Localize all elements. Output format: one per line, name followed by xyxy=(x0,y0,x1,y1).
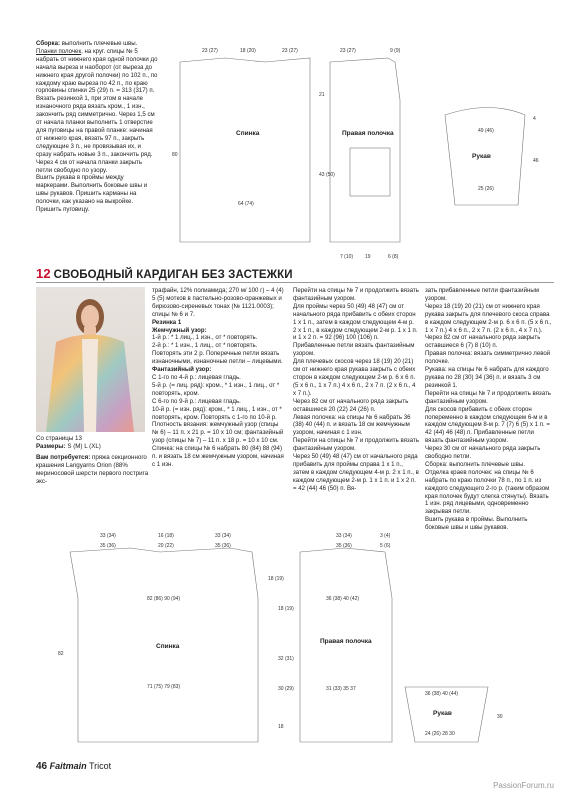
dim: 36 (38) 40 (42) xyxy=(326,596,360,602)
dim: 71 (75) 79 (83) xyxy=(147,684,181,690)
para: Вшить рукава в проймы между маркерами. Выполнить боковые швы и швы рукавов. Пришить карманы на полочки, как указано на выкройке. Пришить пуговицу. xyxy=(36,174,148,214)
dim: 7 (10) xyxy=(340,254,354,260)
para: 5-й р. (= лиц. ряд): кром., * 1 изн., 1 лиц., от * повторять, кром. xyxy=(152,381,280,397)
para: Левая полочка: на спицы № 6 набрать 36 (38) 40 (44) п. и вязать 18 см жемчужным узором, начиная с 1 изн. xyxy=(293,413,411,437)
front-label: Правая полочка xyxy=(320,638,372,645)
para: Сборка: выполнить плечевые швы. xyxy=(36,40,138,47)
para: Резинка 1 xyxy=(152,318,182,326)
dim: 32 (31) xyxy=(278,656,294,662)
para: Для проймы через 50 (49) 48 (47) см от начального ряда прибавить с обеих сторон 1 x 1 п., затем в каждом следующем 4-м р. 2 x 1 п., в каждом следующем 2-м р. 1 x 1 п. и 1 x 2 п. = 92 (96) 100 (106) п. Прибавленные петли вязать фантазийным узором. xyxy=(293,302,418,358)
dim: 64 (74) xyxy=(238,201,254,207)
dim: 21 xyxy=(319,92,325,98)
dim: 23 (27) xyxy=(340,48,356,54)
sleeve-label: Рукав xyxy=(472,153,491,160)
dim: 9 (9) xyxy=(390,48,401,54)
dim: 6 (8) xyxy=(388,254,399,260)
para: Вшить рукава в проймы. Выполнить боковые швы и швы рукавов. xyxy=(425,516,528,532)
para: Отделка краев полочек: на спицы № 6 набрать по краю полочки 78 п., по 1 п. из каждого следующего 2-го р. (таким образом края полочек будут слегка стянуты). Вязать 1 изн. ряд лицевыми, одновременно закрывая петли. xyxy=(425,468,550,516)
para: 1-й р.: * 1 лиц., 1 изн., от * повторять. xyxy=(152,334,258,342)
dim: 23 (27) xyxy=(202,48,218,54)
dim: 49 (46) xyxy=(478,128,494,134)
col-3 xyxy=(293,287,419,493)
dim: 35 (36) xyxy=(336,543,352,549)
caption-line: Со страницы 13 xyxy=(36,435,82,442)
para: 10-й р. (= изн. ряд): кром., * 1 лиц., 1 изн., от * повторять, кром. Повторять с 1-го по 10-й р. xyxy=(152,405,282,421)
para: Через 30 см от начального ряда закрыть свободно петли. xyxy=(425,445,541,461)
materials-line: Вам потребуется: пряжа секционного крашения Langyarns Orion (88% мериносовой шерсти первого пострига экс- xyxy=(36,454,149,485)
para: Плотность вязания: жемчужный узор (спицы № 6) – 11 п. x 21 р. = 10 x 10 см; фантазийный узор (спицы № 7) – 11 п. x 18 р. = 10 x 10 см. xyxy=(152,421,284,445)
front-label: Правая полочка xyxy=(342,130,394,137)
para: Спинка: на спицы № 6 набрать 80 (84) 88 (94) п. и вязать 18 см жемчужным узором, начиная с 1 изн. xyxy=(152,445,284,468)
para: Через 82 см от начального ряда закрыть оставшиеся 20 (22) 24 (26) п. xyxy=(293,397,409,413)
col-2 xyxy=(152,287,284,469)
dim: 18 (20) xyxy=(240,48,256,54)
caption xyxy=(36,435,151,486)
dim: 18 (19) xyxy=(268,576,284,582)
dim: 43 (50) xyxy=(319,172,335,178)
para: Через 82 см от начального ряда закрыть оставшиеся 6 (7) 8 (10) п. xyxy=(425,334,541,350)
dim: 46 xyxy=(533,158,539,164)
sizes-line: Размеры: S (M) L (XL) xyxy=(36,443,101,450)
col-4 xyxy=(425,287,553,532)
para: С 1-го по 4-й р.: лицевая гладь. xyxy=(152,373,241,381)
dim: 30 (29) xyxy=(278,686,294,692)
dim: 33 (34) xyxy=(215,533,231,539)
dim: 25 (26) xyxy=(478,186,494,192)
dim: 18 xyxy=(278,724,284,730)
para: 2-й р.: * 1 изн., 1 лиц., от * повторять. Повторять эти 2 р. Поперечные петли вязать изнаночными, изнаночные петли – лицевыми. xyxy=(152,342,283,366)
page-folio: 46 Faitmain Tricot xyxy=(36,761,112,772)
para: Сборка: выполнить плечевые швы. xyxy=(425,460,525,468)
model-photo xyxy=(36,287,145,432)
para: зать прибавленные петли фантазийным узором. xyxy=(425,287,539,302)
para: Фантазийный узор: xyxy=(152,366,212,374)
dim: 82 xyxy=(58,651,64,657)
para: Рукава: на спицы № 6 набрать для каждого рукава по 28 (30) 34 (36) п. и вязать 3 см резинкой 1. xyxy=(425,366,549,389)
dim: 82 (86) 90 (94) xyxy=(147,596,181,602)
para: Перейти на спицы № 7 и продолжить вязать фантазийным узором. xyxy=(293,437,419,453)
para: Через 4 см от начала планки закрыть петли свободно по узору. xyxy=(36,158,143,174)
para: Через 18 (19) 20 (21) см от нижнего края рукава закрыть для плечевого скоса справа в каждом следующем 2-м р. 6 x 6 п. (5 x 6 п., 1 x 7 п.) 4 x 6 п., 2 x 7 п. (2 x 6 п., 4 x 7 п.). xyxy=(425,302,552,334)
sleeve-label: Рукав xyxy=(433,710,452,717)
para: С 6-го по 9-й р.: лицевая гладь. xyxy=(152,397,241,405)
section-title: 12 СВОБОДНЫЙ КАРДИГАН БЕЗ ЗАСТЕЖКИ xyxy=(36,266,293,281)
dim: 31 (33) 35 37 xyxy=(326,686,356,692)
dim: 36 (38) 40 (44) xyxy=(425,691,459,697)
para: Перейти на спицы № 7 и продолжить вязать фантазийным узором. xyxy=(425,389,551,405)
para: Жемчужный узор: xyxy=(152,326,207,334)
title-rule xyxy=(36,282,554,283)
dim: 35 (36) xyxy=(215,543,231,549)
para: Для скосов прибавить с обеих сторон попеременно в каждом следующем 6-м и в каждом следующем 8-м р. 7 (7) 6 (5) x 1 п. = 42 (44) 46 (48) п. Прибавленные петли вязать фантазийным узором. xyxy=(425,405,550,445)
para: Перейти на спицы № 7 и продолжить вязать фантазийным узором. xyxy=(293,287,419,302)
assembly-text-top xyxy=(36,40,158,214)
dim: 30 xyxy=(497,714,503,720)
dim: 3 (4) xyxy=(380,533,391,539)
dim: 4 xyxy=(533,116,536,122)
dim: 16 (18) xyxy=(158,533,174,539)
dim: 35 (36) xyxy=(100,543,116,549)
back-label: Спинка xyxy=(156,643,180,650)
dim: 23 (27) xyxy=(282,48,298,54)
dim: 20 (22) xyxy=(158,543,174,549)
para: Планки полочек, на круг. спицы № 5 набрать от нижнего края одной полочки до начала выреза и наоборот (от выреза до нижнего края другой полочки) по 102 п., по каждому краю выреза по 42 п., по краю горловины спинки 25 (29) п. = 313 (317) п. xyxy=(36,47,158,95)
dim: 18 (19) xyxy=(278,606,294,612)
dim: 33 (34) xyxy=(336,533,352,539)
watermark: PassionForum.ru xyxy=(493,781,554,790)
para: Через 50 (49) 48 (47) см от начального ряда прибавить для проймы справа 1 x 1 п., затем в каждом следующем 4-м р. 2 x 1 п., в каждом следующем 2-м р. 1 x 1 п. и 1 x 2 п. = 42 (44) 46 (50) п. Вя- xyxy=(293,453,419,492)
dim: 19 xyxy=(365,254,371,260)
dim: 24 (26) 28 30 xyxy=(425,731,455,737)
dim: 33 (34) xyxy=(100,533,116,539)
para: Правая полочка: вязать симметрично левой полочке. xyxy=(425,350,551,366)
dim: 80 xyxy=(172,152,178,158)
dim: 5 (6) xyxy=(380,543,391,549)
para: Для плечевых скосов через 18 (19) 20 (21) см от нижнего края рукава закрыть с обеих сторон в каждом следующем 2-м р. 6 x 6 п. (5 x 6 п., 1 x 7 п.) 4 x 6 п., 2 x 7 п. (2 x 6 п., 4 x 7 п.). xyxy=(293,358,416,397)
para: Вязать резинкой 1, при этом в начале изнаночного ряда вязать кром., 1 изн., закончить ряд симметрично. Через 1,5 см от начала планки выполнить 1 отверстие для пуговицы на правой планке: начиная от нижнего края, вязать 97 п., закрыть следующие 3 п., не провязывая их, и сразу набрать новые 3 п., закончить ряд. xyxy=(36,95,155,158)
back-label: Спинка xyxy=(236,130,260,137)
para: трафайн, 12% полиамида; 270 м/ 100 г) – 4 (4) 5 (5) мотков в пастельно-розово-оранжевых и бирюзово-сиреневых тонах (№ 1121.0003); спицы № 6 и 7. xyxy=(152,287,284,318)
